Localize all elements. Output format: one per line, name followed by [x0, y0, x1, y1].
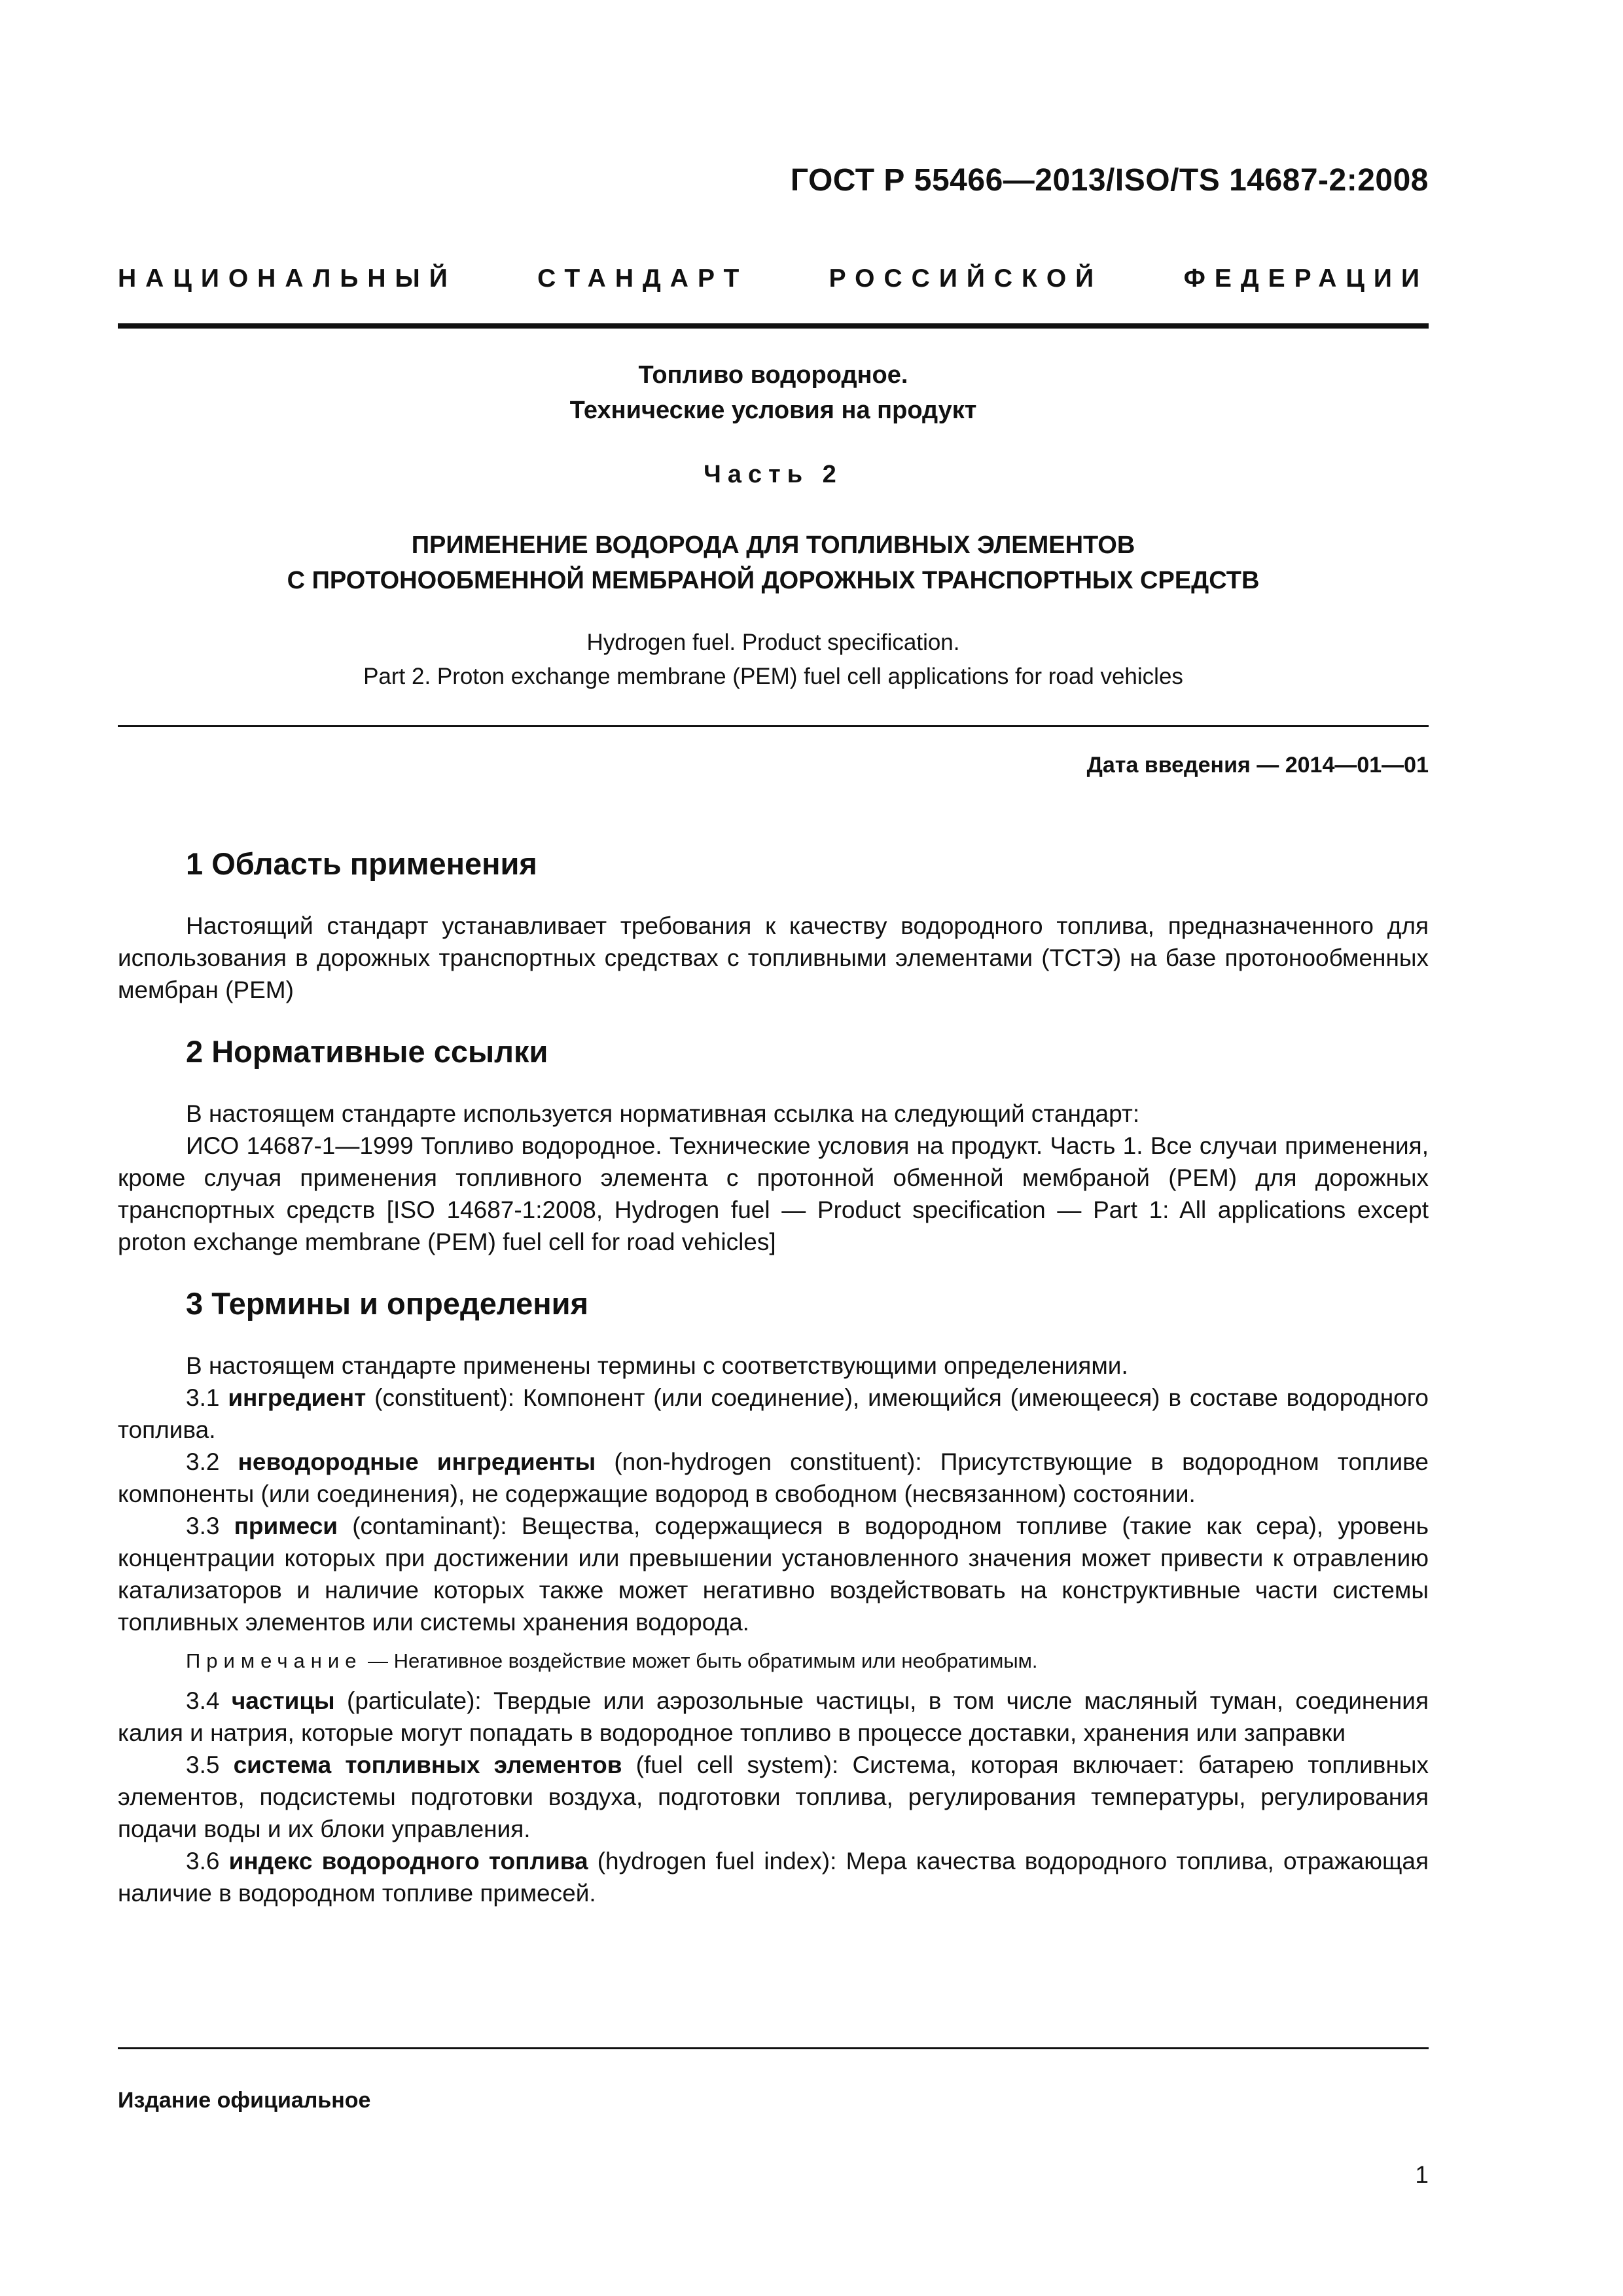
document-number: ГОСТ Р 55466—2013/ISO/TS 14687-2:2008	[790, 163, 1429, 198]
header-divider	[118, 323, 1429, 329]
term-text: (constituent): Компонент (или соединение), имеющийся (имеющееся) в составе водородного топлива.	[118, 1384, 1429, 1443]
term-name: ингредиент	[228, 1384, 366, 1411]
subtitle-line-2: С ПРОТОНООБМЕННОЙ МЕМБРАНОЙ ДОРОЖНЫХ ТРАНСПОРТНЫХ СРЕДСТВ	[287, 567, 1260, 594]
section-heading: 3 Термины и определения	[186, 1286, 588, 1321]
introduction-date: Дата введения — 2014—01—01	[1086, 753, 1429, 778]
national-title-word: ФЕДЕРАЦИИ	[1183, 264, 1429, 293]
term-text: (hydrogen fuel index): Мера качества водородного топлива, отражающая наличие в водородном топливе примесей.	[118, 1848, 1429, 1907]
paragraph: ИСО 14687-1—1999 Топливо водородное. Технические условия на продукт. Часть 1. Все случаи применения, кроме случая применения топливного элемента с протонной обменной мембраной (PEM) для дорожных транспортных средств [ISO 14687-1:2008, Hydrogen fuel — Product specification — Part 1: All applications except proton exchange membrane (PEM) fuel cell for road vehicles]	[118, 1132, 1429, 1255]
title-en-line-2: Part 2. Proton exchange membrane (PEM) fuel cell applications for road vehicles	[363, 664, 1183, 689]
note-text: — Негативное воздействие может быть обратимым или необратимым.	[362, 1649, 1038, 1672]
title-en	[118, 626, 1429, 694]
term-text: (particulate): Твердые или аэрозольные частицы, в том числе масляный туман, соединения калия и натрия, которые могут попадать в водородное топливо в процессе доставки, хранения или заправки	[118, 1687, 1429, 1746]
paragraph: В настоящем стандарте применены термины с соответствующими определениями.	[186, 1352, 1128, 1379]
term-number: 3.3	[186, 1513, 220, 1539]
section-heading: 2 Нормативные ссылки	[186, 1034, 548, 1069]
document-body	[118, 844, 1429, 1909]
title-line-1: Топливо водородное.	[638, 361, 908, 389]
paragraph: В настоящем стандарте используется нормативная ссылка на следующий стандарт:	[186, 1100, 1140, 1127]
term-number: 3.6	[186, 1848, 220, 1874]
term-definition	[118, 1382, 1429, 1446]
term-text: (non-hydrogen constituent): Присутствующие в водородном топливе компоненты (или соединения), не содержащие водород в свободном (несвязанном) состоянии.	[118, 1448, 1429, 1507]
paragraph: Настоящий стандарт устанавливает требования к качеству водородного топлива, предназначенного для использования в дорожных транспортных средствах с топливными элементами (ТСТЭ) на базе протонообменных мембран (PEM)	[118, 912, 1429, 1003]
term-definition	[118, 1845, 1429, 1909]
official-edition-label: Издание официальное	[118, 2088, 371, 2113]
national-title-word: РОССИЙСКОЙ	[829, 264, 1103, 293]
national-standard-title	[118, 264, 1429, 293]
page-number: 1	[1415, 2161, 1429, 2188]
subtitle-ru	[118, 528, 1429, 598]
term-text: (contaminant): Вещества, содержащиеся в водородном топливе (такие как сера), уровень концентрации которых при достижении или превышении установленного значения может привести к отравлению катализаторов и наличие которых также может негативно воздействовать на конструктивные части системы топливных элементов или системы хранения водорода.	[118, 1513, 1429, 1636]
subtitle-line-1: ПРИМЕНЕНИЕ ВОДОРОДА ДЛЯ ТОПЛИВНЫХ ЭЛЕМЕНТОВ	[411, 531, 1135, 559]
term-number: 3.4	[186, 1687, 220, 1714]
title-divider	[118, 725, 1429, 727]
title-line-2: Технические условия на продукт	[569, 397, 977, 424]
term-definition	[118, 1749, 1429, 1845]
term-name: система топливных элементов	[233, 1751, 622, 1778]
section-heading: 1 Область применения	[186, 846, 537, 881]
national-title-word: СТАНДАРТ	[537, 264, 749, 293]
term-name: примеси	[234, 1513, 338, 1539]
part-label: Часть 2	[704, 461, 843, 488]
term-text: (fuel cell system): Система, которая включает: батарею топливных элементов, подсистемы подготовки воздуха, подготовки топлива, регулирования температуры, регулирования подачи воды и их блоки управления.	[118, 1751, 1429, 1842]
term-name: индекс водородного топлива	[228, 1848, 588, 1874]
term-name: частицы	[231, 1687, 335, 1714]
term-definition	[118, 1510, 1429, 1638]
title-ru	[118, 357, 1429, 428]
term-definition	[118, 1685, 1429, 1749]
footer-divider	[118, 2047, 1429, 2049]
term-number: 3.5	[186, 1751, 220, 1778]
note-label: Примечание	[186, 1649, 363, 1672]
note	[118, 1645, 1429, 1677]
term-name: неводородные ингредиенты	[238, 1448, 596, 1475]
national-title-word: НАЦИОНАЛЬНЫЙ	[118, 264, 457, 293]
term-number: 3.1	[186, 1384, 220, 1411]
term-definition	[118, 1446, 1429, 1510]
term-number: 3.2	[186, 1448, 220, 1475]
title-en-line-1: Hydrogen fuel. Product specification.	[586, 630, 960, 655]
